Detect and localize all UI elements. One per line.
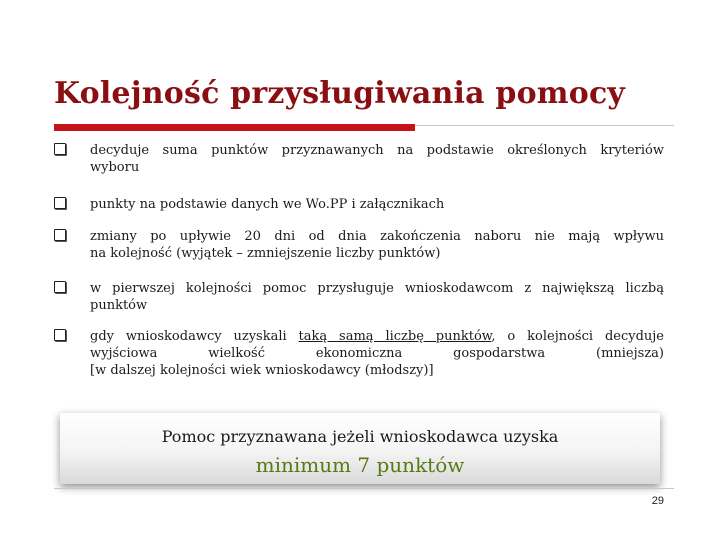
checkbox-bullet-icon [54, 197, 66, 209]
checkbox-bullet-icon [54, 281, 66, 293]
title-accent-bar [54, 124, 415, 131]
slide-title: Kolejność przysługiwania pomocy [54, 76, 626, 111]
checkbox-bullet-icon [54, 143, 66, 155]
bullet-line: zmiany po upływie 20 dni od dnia zakończenia naboru nie mają wpływu [90, 229, 664, 244]
underlined-phrase: taką samą liczbę punktów [298, 329, 492, 344]
bullet-line: punkty na podstawie danych we Wo.PP i załącznikach [90, 197, 445, 212]
bullet-line: w pierwszej kolejności pomoc przysługuje wnioskodawcom z największą liczbą [90, 281, 664, 296]
callout-emphasis: minimum 7 punktów [255, 453, 465, 477]
bullet-line: wyjściowa wielkość ekonomiczna gospodarstwa (mniejsza) [90, 346, 664, 361]
bullet-line: gdy wnioskodawcy uzyskali taką samą liczbę punktów, o kolejności decyduje [90, 329, 664, 344]
checkbox-bullet-icon [54, 329, 66, 341]
bullet-line: wyboru [90, 160, 140, 175]
bullet-line: punktów [90, 298, 148, 313]
callout-box [60, 413, 660, 484]
footer-divider [54, 488, 674, 489]
page-number: 29 [651, 495, 664, 507]
bullet-line: na kolejność (wyjątek – zmniejszenie liczby punktów) [90, 246, 441, 261]
bullet-line: decyduje suma punktów przyznawanych na podstawie określonych kryteriów [90, 143, 664, 158]
checkbox-bullet-icon [54, 229, 66, 241]
callout-text: Pomoc przyznawana jeżeli wnioskodawca uzyska [161, 427, 559, 446]
bullet-line: [w dalszej kolejności wiek wnioskodawcy (młodszy)] [90, 363, 434, 378]
